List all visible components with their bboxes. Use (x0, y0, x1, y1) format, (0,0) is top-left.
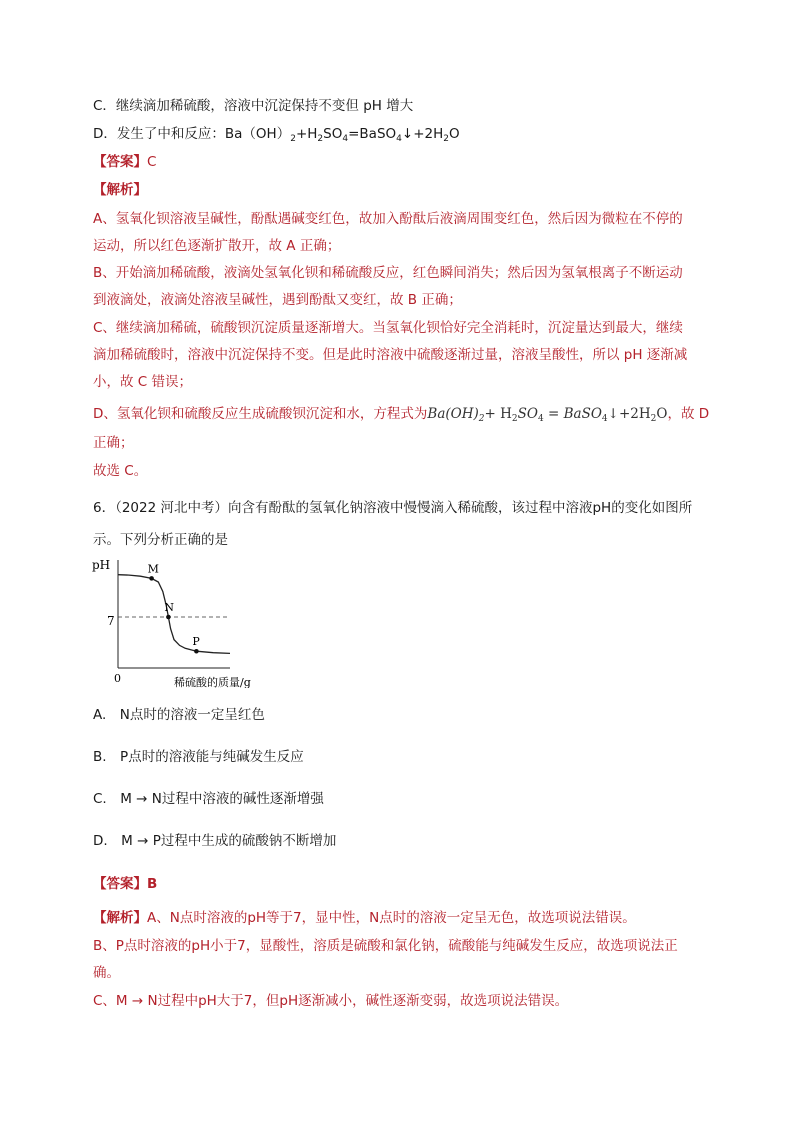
q5-analysis-line: 运动，所以红色逐渐扩散开，故 A 正确； (93, 238, 341, 254)
sub: 2 (478, 414, 485, 424)
point-p (194, 649, 199, 654)
eq-part: O (656, 406, 668, 422)
sub: 2 (511, 414, 518, 424)
q6-analysis-line: C、M → N过程中pH大于7，但pH逐渐减小，碱性逐渐变弱，故选项说法错误。 (93, 993, 569, 1009)
q6-analysis-line: B、P点时溶液的pH小于7，显酸性，溶质是硫酸和氯化钠，硫酸能与纯碱发生反应，故选项说法正 (93, 938, 678, 954)
answer-value: C (147, 154, 157, 170)
q5-analysis-line: 到液滴处，液滴处溶液呈碱性，遇到酚酞又变红，故 B 正确； (93, 292, 462, 308)
option-d-part: SO (323, 126, 343, 142)
q5-analysis-label: 【解析】 (93, 182, 147, 198)
q6-analysis-line (93, 908, 636, 928)
sub: 2 (650, 414, 657, 424)
ph-chart (90, 556, 280, 688)
equation: $Ba(OH)_2$ (427, 406, 485, 424)
q6-option: C. M → N过程中溶液的碱性逐渐增强 (93, 791, 324, 807)
q5-analysis-d (93, 404, 709, 429)
analysis-d-suffix: ，故 D (667, 406, 710, 422)
eq-part: = (543, 406, 564, 422)
y-tick-label: 7 (107, 614, 115, 628)
q5-analysis-line: C、继续滴加稀硫，硫酸钡沉淀质量逐渐增大。当氢氧化钡恰好完全消耗时，沉淀量达到最大，继续 (93, 320, 683, 336)
eq-part: BaSO (563, 406, 602, 422)
eq-part: Ba (427, 406, 446, 422)
q6-option: B. P点时的溶液能与纯碱发生反应 (93, 749, 304, 765)
q6-option: A. N点时的溶液一定呈红色 (93, 707, 265, 723)
precipitate-arrow: ↓ (401, 126, 414, 142)
eq-part: OH (450, 406, 474, 422)
sub: 4 (601, 414, 608, 424)
point-label-n: N (164, 601, 175, 614)
analysis-label: 【解析】 (93, 910, 147, 926)
q5-analysis-line: B、开始滴加稀硫酸，液滴处氢氧化钡和稀硫酸反应，红色瞬间消失；然后因为氢氧根离子不断运动 (93, 265, 683, 281)
answer-label: 【答案】 (93, 876, 147, 892)
option-d-part: +2H (413, 126, 444, 142)
sub: 2 (443, 134, 449, 144)
sub: 4 (396, 134, 402, 144)
point-label-m: M (147, 562, 159, 576)
q6-stem-line2: 示。下列分析正确的是 (93, 532, 228, 548)
analysis-d-prefix: D、氢氧化钡和硫酸反应生成硫酸钡沉淀和水，方程式为 (93, 406, 428, 422)
answer-label: 【答案】 (93, 154, 147, 170)
option-d-prefix: D．发生了中和反应：Ba（OH） (93, 126, 291, 142)
option-d-part: O (448, 126, 460, 142)
q5-answer (93, 152, 156, 172)
q6-analysis-line: 确。 (93, 965, 120, 981)
option-d-part: +H (295, 126, 318, 142)
point-label-p: P (192, 635, 200, 649)
q6-answer (93, 874, 157, 894)
eq-arrow: ↓ (607, 406, 619, 422)
q5-analysis-line: 滴加稀硫酸时，溶液中沉淀保持不变。但是此时溶液中硫酸逐渐过量，溶液呈酸性，所以 pH 逐渐减 (93, 347, 688, 363)
eq-part: SO (517, 406, 538, 422)
origin-label: 0 (114, 672, 121, 685)
sub: 2 (317, 134, 324, 144)
q5-analysis-d-line2: 正确； (93, 435, 134, 451)
q5-analysis-line: 小，故 C 错误； (93, 374, 193, 390)
q6-option: D. M → P过程中生成的硫酸钠不断增加 (93, 833, 337, 849)
eq-part: + H (484, 406, 512, 422)
equation-rest (485, 406, 668, 422)
q5-conclusion: 故选 C。 (93, 463, 148, 479)
y-axis-label: pH (92, 558, 111, 572)
q5-option-d (93, 124, 460, 149)
eq-part: +2H (618, 406, 651, 422)
sub: 4 (537, 414, 544, 424)
q6-stem-line1: 6．（2022 河北中考）向含有酚酞的氢氧化钠溶液中慢慢滴入稀硫酸，该过程中溶液pH的变化如图所 (93, 500, 693, 516)
point-n (166, 615, 171, 620)
ph-curve (118, 575, 230, 654)
q5-option-c: C．继续滴加稀硫酸，溶液中沉淀保持不变但 pH 增大 (93, 98, 414, 114)
answer-value: B (147, 876, 158, 892)
q5-analysis-line: A、氢氧化钡溶液呈碱性，酚酞遇碱变红色，故加入酚酞后液滴周围变红色，然后因为微粒在不停的 (93, 211, 683, 227)
sub: 4 (342, 134, 349, 144)
sub: 2 (290, 134, 296, 144)
analysis-text: A、N点时溶液的pH等于7，显中性，N点时的溶液一定呈无色，故选项说法错误。 (147, 910, 636, 926)
point-m (149, 576, 154, 581)
option-d-part: =BaSO (348, 126, 397, 142)
x-axis-label: 稀硫酸的质量/g (174, 676, 251, 688)
